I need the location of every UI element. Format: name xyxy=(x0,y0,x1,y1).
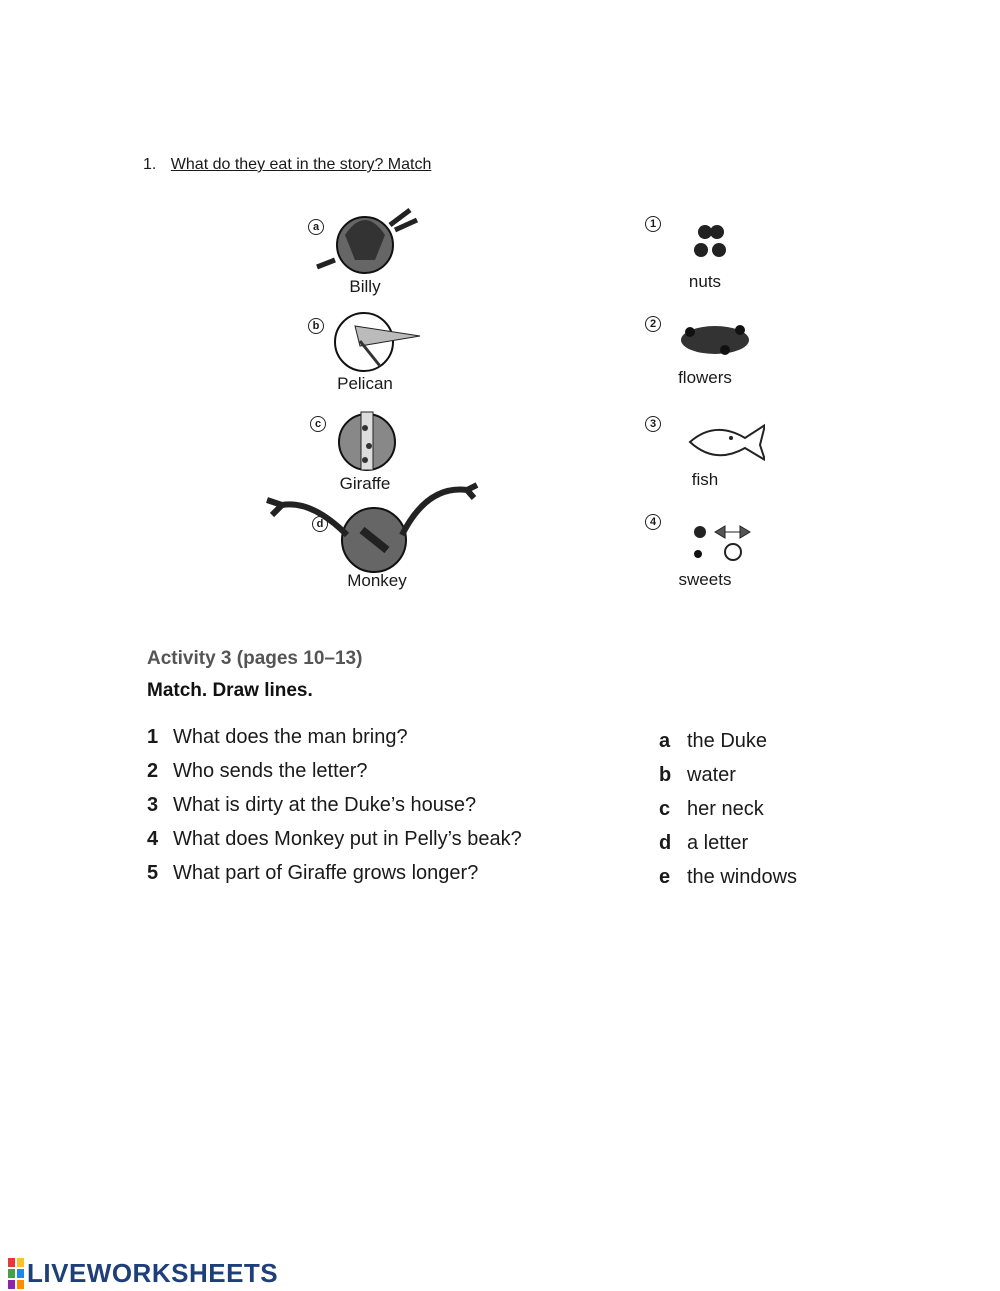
food-name: sweets xyxy=(678,570,732,589)
food-item-flowers xyxy=(630,310,780,388)
logo-blocks-icon xyxy=(8,1258,24,1289)
question-text: Who sends the letter? xyxy=(173,760,368,782)
question-text: What is dirty at the Duke’s house? xyxy=(173,794,477,816)
answer-row[interactable] xyxy=(659,866,797,889)
food-item-sweets xyxy=(630,508,780,590)
question-number: 1 xyxy=(147,726,159,748)
answer-text: her neck xyxy=(687,798,764,820)
question-row[interactable] xyxy=(147,726,408,749)
animal-letter: d xyxy=(312,516,328,532)
animal-name: Billy xyxy=(349,277,381,296)
sweets-image xyxy=(645,508,765,568)
answer-row[interactable] xyxy=(659,730,767,753)
animal-item-billy xyxy=(290,205,440,297)
billy-image xyxy=(305,205,425,277)
question-number: 5 xyxy=(147,862,159,884)
answer-letter: d xyxy=(659,832,672,854)
food-number: 4 xyxy=(645,514,661,530)
activity-instruction: Match. Draw lines. xyxy=(147,680,313,701)
answer-text: water xyxy=(687,764,736,786)
fish-image xyxy=(645,410,765,466)
activity-title: Activity 3 (pages 10–13) xyxy=(147,648,363,669)
question-row[interactable] xyxy=(147,828,522,851)
question-row[interactable] xyxy=(147,760,368,783)
question-text: What do they eat in the story? Match xyxy=(170,156,432,173)
question-text: What does the man bring? xyxy=(173,726,408,748)
pelican-image xyxy=(300,306,430,374)
answer-letter: b xyxy=(659,764,672,786)
flowers-image xyxy=(645,310,765,366)
question-text: What does Monkey put in Pelly’s beak? xyxy=(173,828,522,850)
food-name: fish xyxy=(691,470,719,489)
animal-name: Pelican xyxy=(337,374,393,393)
question-row[interactable] xyxy=(147,862,478,885)
question-number: 4 xyxy=(147,828,159,850)
answer-letter: e xyxy=(659,866,671,888)
answer-row[interactable] xyxy=(659,798,764,821)
animal-letter: c xyxy=(310,416,326,432)
food-name: nuts xyxy=(688,272,722,291)
answer-letter: c xyxy=(659,798,671,820)
answer-row[interactable] xyxy=(659,832,748,855)
logo-text: LIVEWORKSHEETS xyxy=(27,1258,279,1288)
question-number: 2 xyxy=(147,760,159,782)
animal-name: Monkey xyxy=(347,571,407,590)
answer-text: the Duke xyxy=(687,730,768,752)
giraffe-image xyxy=(305,406,425,474)
food-number: 2 xyxy=(645,316,661,332)
question-text: What part of Giraffe grows longer? xyxy=(173,862,479,884)
food-item-fish xyxy=(630,410,780,490)
nuts-image xyxy=(645,210,765,270)
question-number: 3 xyxy=(147,794,159,816)
animal-item-monkey xyxy=(262,480,492,591)
answer-row[interactable] xyxy=(659,764,736,787)
question-number: 1. xyxy=(143,156,157,173)
food-name: flowers xyxy=(678,368,732,387)
animal-letter: a xyxy=(308,219,324,235)
answer-text: the windows xyxy=(687,866,798,888)
food-number: 3 xyxy=(645,416,661,432)
question-1-heading xyxy=(143,156,431,174)
liveworksheets-logo[interactable] xyxy=(8,1258,278,1289)
animal-name: Giraffe xyxy=(339,474,391,493)
animal-letter: b xyxy=(308,318,324,334)
food-number: 1 xyxy=(645,216,661,232)
question-row[interactable] xyxy=(147,794,476,817)
food-item-nuts xyxy=(630,210,780,292)
monkey-image xyxy=(262,480,492,575)
answer-text: a letter xyxy=(687,832,749,854)
answer-letter: a xyxy=(659,730,671,752)
animal-item-pelican xyxy=(290,306,440,394)
